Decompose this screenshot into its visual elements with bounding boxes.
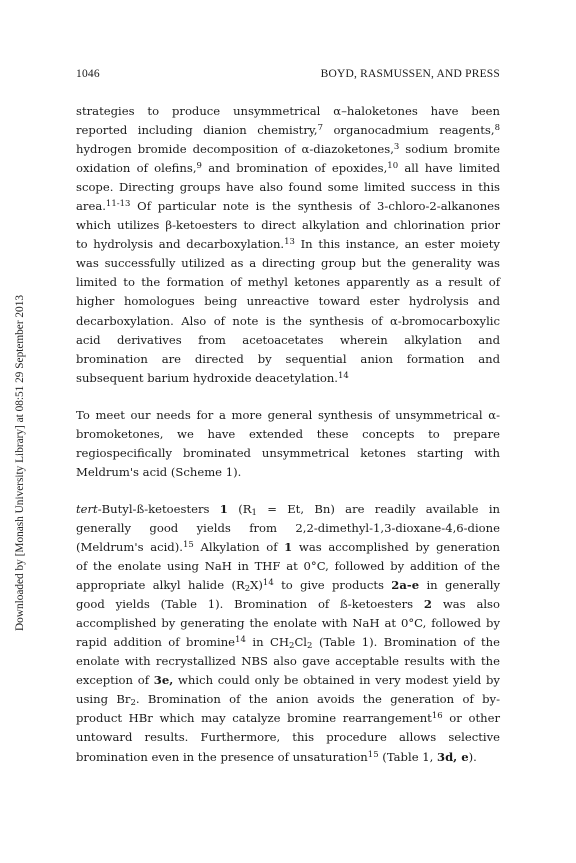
citation: 13 <box>284 237 295 248</box>
citation: 8 <box>494 123 500 134</box>
compound-ref: 2 <box>423 597 432 612</box>
text-line: to hydrolysis and decarboxylation.$^{13}$ In this instance, an ester moiety <box>76 237 500 252</box>
citation: 14 <box>338 370 349 381</box>
text-line: which utilizes β-ketoesters to direct alkylation and chlorination prior <box>76 218 500 233</box>
citation: 9 <box>196 161 202 172</box>
text-line: generally good yields from 2,2-dimethyl-1,3-dioxane-4,6-dione <box>76 520 500 535</box>
text-line: was successfully utilized as a directing group but the generality was <box>76 256 500 271</box>
compound-ref: 3e, <box>153 673 174 688</box>
text-line: exception of 3e, which could only be obtained in very modest yield by <box>76 673 500 688</box>
text-line: To meet our needs for a more general synthesis of unsymmetrical α- <box>76 407 500 422</box>
text-line: (Meldrum's acid).$^{15}$ Alkylation of 1 was accomplished by generation <box>76 539 500 554</box>
text-line: accomplished by generating the enolate with NaH at 0°C, followed by <box>76 616 500 631</box>
text-line: bromoketones, we have extended these concepts to prepare <box>76 426 500 441</box>
text-line: rapid addition of bromine$^{14}$ in $CH_2Cl_2$ (Table 1). Bromination of the <box>76 635 500 652</box>
text-line: hydrogen bromide decomposition of α-diazoketones,$^3$ sodium bromite <box>76 142 500 157</box>
text-line: untoward results. Furthermore, this procedure allows selective <box>76 730 500 745</box>
text-line: limited to the formation of methyl ketones apparently as a result of <box>76 275 500 290</box>
paragraph-1 <box>76 102 500 388</box>
text-line: acid derivatives from acetoacetates wherein alkylation and <box>76 332 500 347</box>
text-line: bromination are directed by sequential anion formation and <box>76 351 500 366</box>
text-line: Meldrum's acid (Scheme 1). <box>76 464 242 479</box>
compound-ref: 1 <box>284 539 293 554</box>
compound-ref: 3d, e <box>437 749 469 764</box>
text-line: oxidation of olefins,$^9$ and bromination of epoxides,$^{10}$ all have limited <box>76 161 501 176</box>
text-line: scope. Directing groups have also found some limited success in this <box>76 180 500 195</box>
running-title: BOYD, RASMUSSEN, AND PRESS <box>320 68 500 80</box>
download-notice-text: Downloaded by [Monash University Library] at 08:51 29 September 2013 <box>14 294 26 632</box>
text-line: subsequent barium hydroxide deacetylation.$^{14}$ <box>76 370 349 385</box>
text-line: reported including dianion chemistry,$^7$ organocadmium reagents,$^8$ <box>76 123 500 138</box>
paragraph-3 <box>76 500 500 767</box>
citation: 7 <box>317 123 323 134</box>
text-line: good yields (Table 1). Bromination of ß-ketoesters 2 was also <box>76 597 500 612</box>
text-line: decarboxylation. Also of note is the synthesis of α-bromocarboxylic <box>76 313 500 328</box>
page-number: 1046 <box>76 68 100 80</box>
citation: 15 <box>182 539 194 550</box>
article-body <box>76 102 500 767</box>
text-line: using $Br_2$. Bromination of the anion avoids the generation of by- <box>76 692 500 709</box>
text-line: of the enolate using NaH in THF at 0°C, followed by addition of the <box>76 559 500 574</box>
text-line: tert-Butyl-ß-ketoesters 1 ($R_1 = Et$, Bn) are readily available in <box>76 501 500 518</box>
text-line: area.$^{11-13}$ Of particular note is the synthesis of 3-chloro-2-alkanones <box>76 199 500 214</box>
citation: 11-13 <box>105 199 131 210</box>
text-line: product HBr which may catalyze bromine rearrangement$^{16}$ or other <box>76 711 500 726</box>
citation: 16 <box>431 711 443 722</box>
citation: 10 <box>387 161 399 172</box>
text-line: higher homologues being unreactive toward ester hydrolysis and <box>76 294 500 309</box>
citation: 3 <box>393 142 400 153</box>
citation: 14 <box>262 578 274 589</box>
text-line: bromination even in the presence of unsaturation$^{15}$ (Table 1, 3d, e). <box>76 749 477 764</box>
compound-ref: 1 <box>219 501 228 516</box>
paragraph-2 <box>76 406 500 482</box>
page-header <box>76 68 500 86</box>
citation: 14 <box>235 635 246 646</box>
text-line: regiospecifically brominated unsymmetrical ketones starting with <box>76 445 500 460</box>
text-line: enolate with recrystallized NBS also gave acceptable results with the <box>76 654 500 669</box>
text-line: strategies to produce unsymmetrical α–haloketones have been <box>76 104 500 118</box>
compound-ref: 2a-e <box>391 578 420 593</box>
text-line: appropriate alkyl halide $(R_2X)^{14}$ to give products 2a-e in generally <box>76 578 501 595</box>
citation: 15 <box>367 749 379 760</box>
